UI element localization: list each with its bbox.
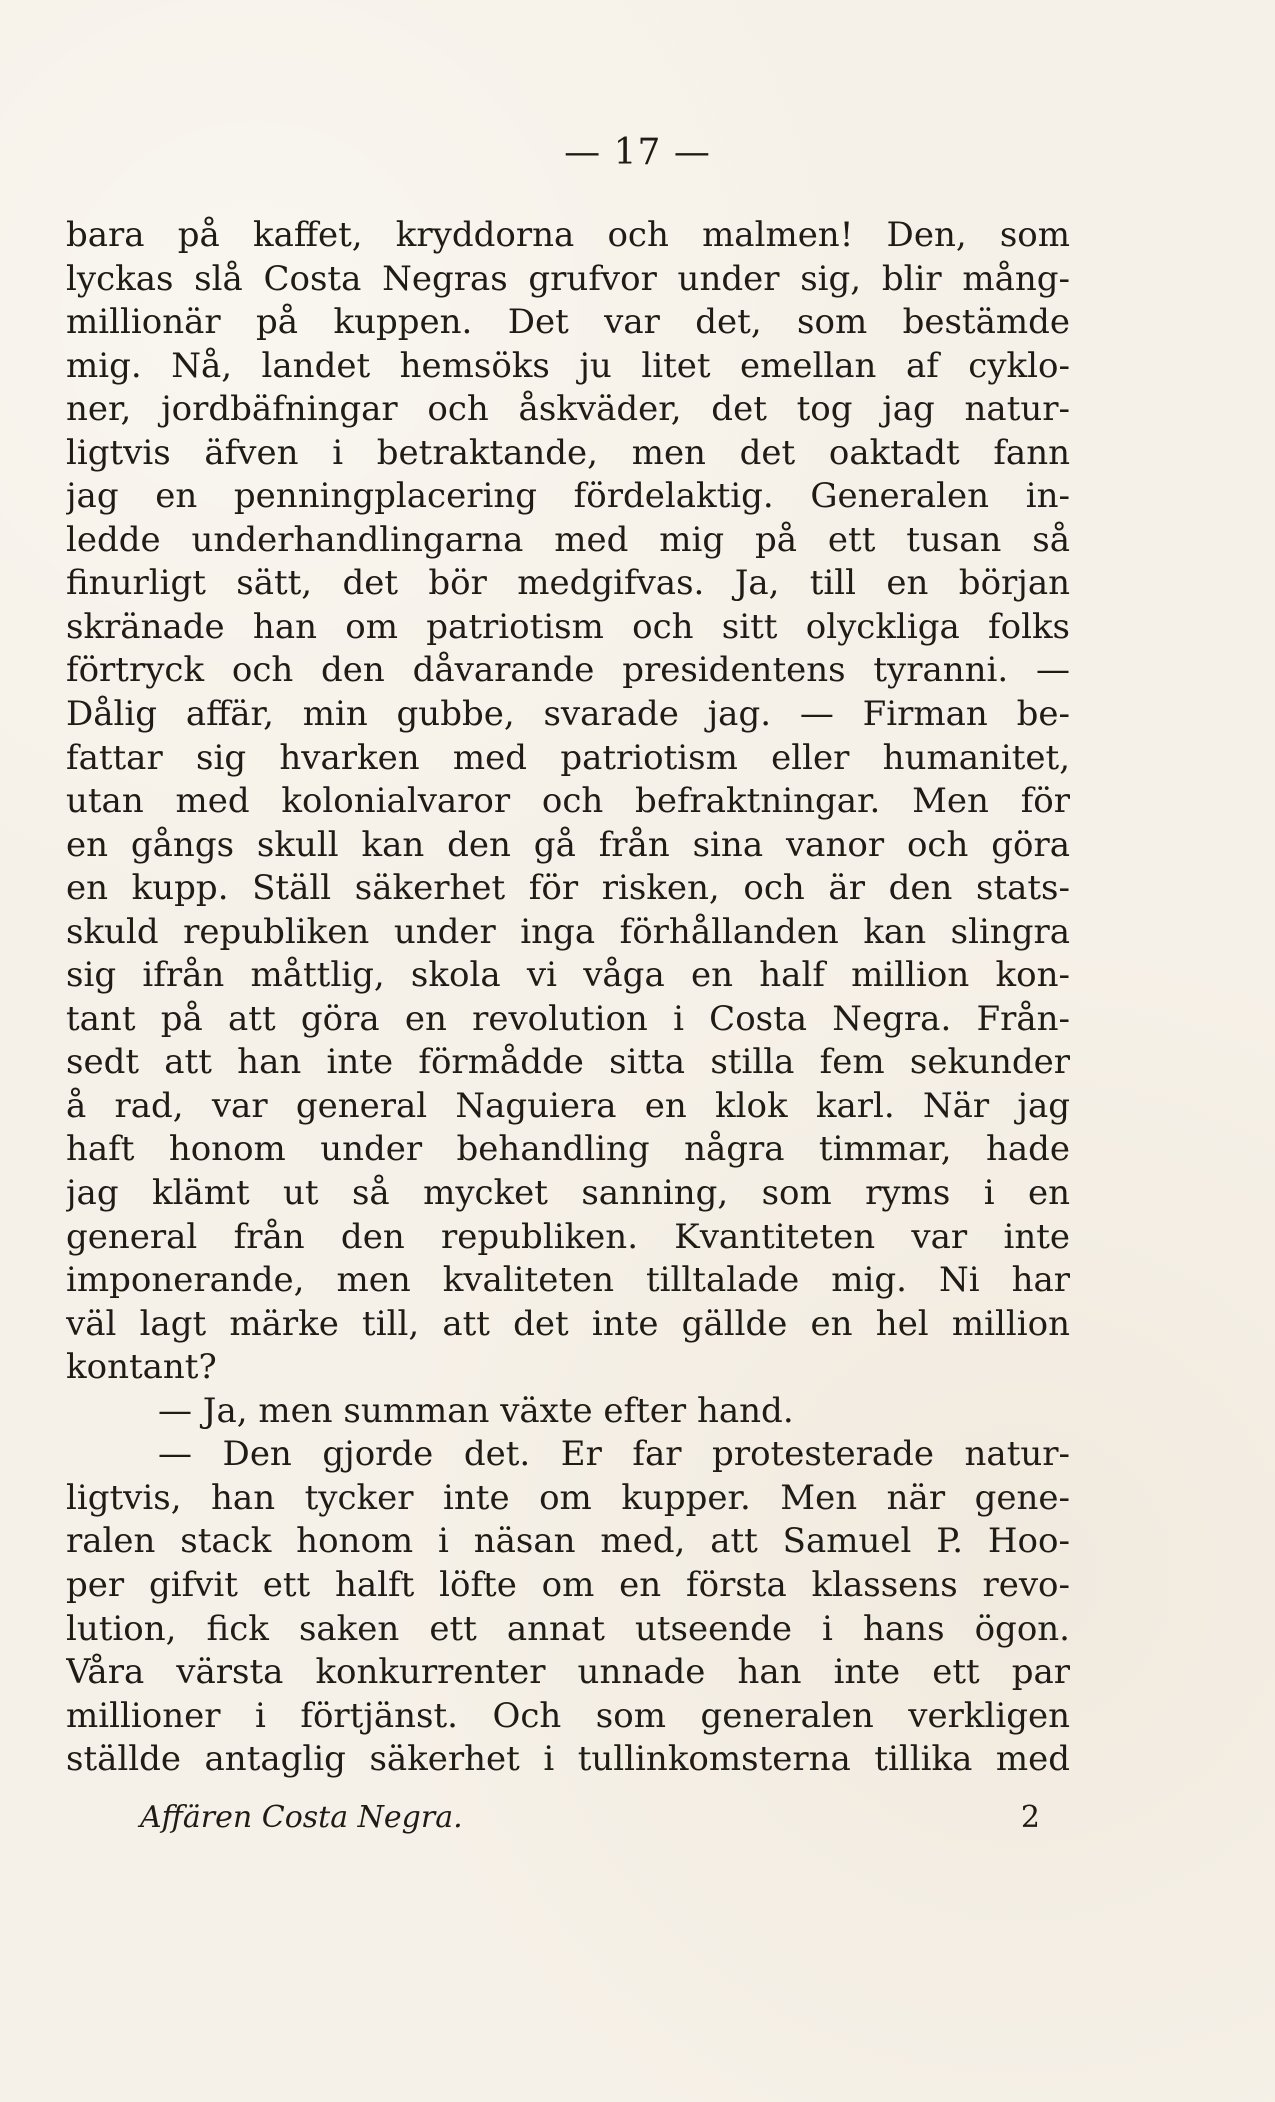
text-line: skuld republiken under inga förhållanden kan slingra — [66, 911, 1070, 952]
text-line: mig. Nå, landet hemsöks ju litet emellan af cyklo- — [66, 345, 1070, 386]
text-line: sig ifrån måttlig, skola vi våga en half million kon- — [66, 955, 1070, 996]
text-line: — Den gjorde det. Er far protesterade natur- — [158, 1434, 1070, 1475]
text-line: Våra värsta konkurrenter unnade han inte ett par — [66, 1652, 1070, 1693]
footer-book-title: Affären Costa Negra. — [140, 1800, 463, 1835]
text-line: ligtvis äfven i betraktande, men det oaktadt fann — [66, 432, 1070, 473]
text-line: tant på att göra en revolution i Costa Negra. Från- — [66, 998, 1070, 1039]
text-line: ralen stack honom i näsan med, att Samuel P. Hoo- — [66, 1521, 1070, 1562]
text-line: haft honom under behandling några timmar, hade — [66, 1129, 1070, 1170]
text-line: kontant? — [66, 1347, 217, 1388]
text-line: ner, jordbäfningar och åskväder, det tog jag natur- — [66, 389, 1070, 430]
text-line: skränade han om patriotism och sitt olyckliga folks — [66, 606, 1070, 647]
page-number: — 17 — — [564, 132, 711, 173]
text-line: förtryck och den dåvarande presidentens tyranni. — — [66, 650, 1070, 691]
text-line: jag klämt ut så mycket sanning, som ryms i en — [66, 1173, 1070, 1214]
text-line: lyckas slå Costa Negras grufvor under sig, blir mång- — [66, 258, 1070, 299]
text-line: en gångs skull kan den gå från sina vanor och göra — [66, 824, 1070, 865]
text-line: finurligt sätt, det bör medgifvas. Ja, till en början — [66, 563, 1070, 604]
text-line: ligtvis, han tycker inte om kupper. Men när gene- — [66, 1477, 1070, 1518]
text-line: — Ja, men summan växte efter hand. — [158, 1390, 794, 1431]
text-line: general från den republiken. Kvantiteten var inte — [66, 1216, 1070, 1257]
text-line: väl lagt märke till, att det inte gällde en hel million — [66, 1303, 1070, 1344]
text-line: millionär på kuppen. Det var det, som bestämde — [66, 302, 1070, 343]
body-text — [66, 214, 1070, 1782]
text-line: jag en penningplacering fördelaktig. Generalen in- — [66, 476, 1070, 517]
text-line: lution, fick saken ett annat utseende i hans ögon. — [66, 1608, 1070, 1649]
footer-sheet-number: 2 — [1020, 1800, 1040, 1835]
text-line: millioner i förtjänst. Och som generalen verkligen — [66, 1695, 1070, 1736]
text-line: per gifvit ett halft löfte om en första klassens revo- — [66, 1564, 1070, 1605]
text-line: imponerande, men kvaliteten tilltalade mig. Ni har — [66, 1260, 1070, 1301]
text-line: Dålig affär, min gubbe, svarade jag. — Firman be- — [66, 694, 1070, 735]
text-line: fattar sig hvarken med patriotism eller humanitet, — [66, 737, 1070, 778]
text-line: utan med kolonialvaror och befraktningar. Men för — [66, 781, 1070, 822]
text-line: å rad, var general Naguiera en klok karl. När jag — [66, 1085, 1070, 1126]
text-line: ställde antaglig säkerhet i tullinkomsterna tillika med — [66, 1739, 1070, 1780]
text-line: sedt att han inte förmådde sitta stilla fem sekunder — [66, 1042, 1070, 1083]
text-line: ledde underhandlingarna med mig på ett tusan så — [66, 519, 1070, 560]
text-line: bara på kaffet, kryddorna och malmen! Den, som — [66, 215, 1070, 255]
text-line: en kupp. Ställ säkerhet för risken, och är den stats- — [66, 868, 1070, 909]
